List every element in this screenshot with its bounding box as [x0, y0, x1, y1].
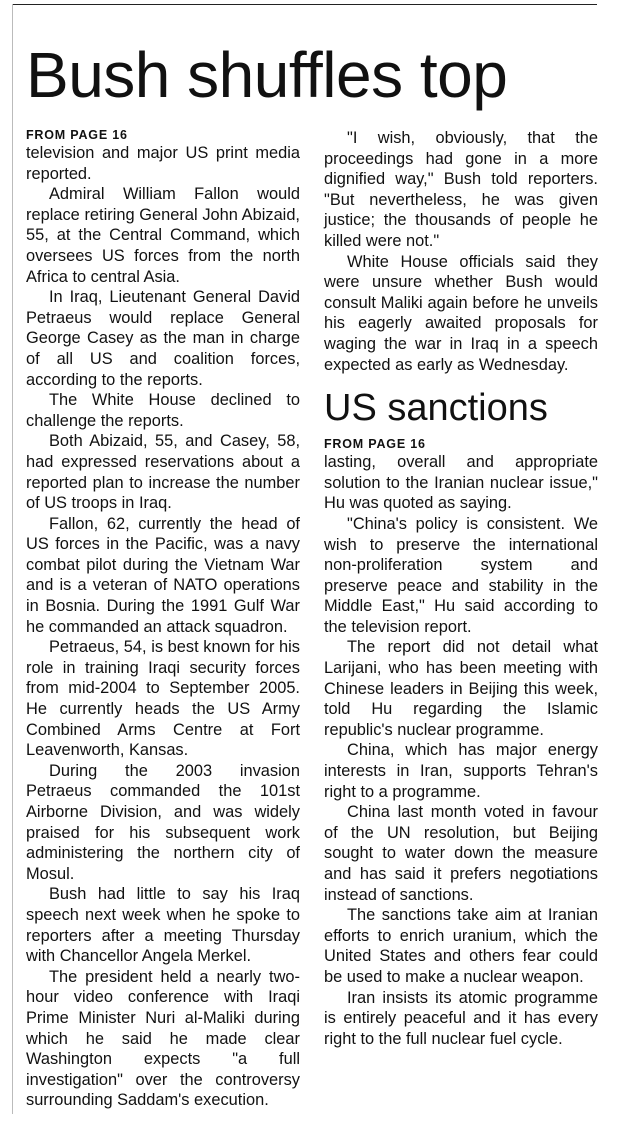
paragraph: Fallon, 62, currently the head of US forces in the Pacific, was a navy combat pilot during the Vietnam War and is a veteran of NATO operations in Bosnia. During the 1991 Gulf War he commanded an attack squadron.: [26, 514, 300, 636]
paragraph: Admiral William Fallon would replace retiring General John Abizaid, 55, at the Central Command, which oversees US forces from the north Africa to central Asia.: [26, 185, 300, 286]
from-page-label: FROM PAGE 16: [26, 128, 128, 142]
paragraph: Iran insists its atomic programme is entirely peaceful and it has every right to the full nuclear fuel cycle.: [324, 988, 598, 1048]
from-page-label: FROM PAGE 16: [324, 437, 426, 452]
paragraph: The White House declined to challenge the reports.: [26, 391, 300, 430]
paragraph: Petraeus, 54, is best known for his role in training Iraqi security forces from mid-2004 to September 2005. He currently heads the US Army Combined Arms Centre at Fort Leavenworth, Kansas.: [26, 638, 300, 760]
paragraph: "I wish, obviously, that the proceedings had gone in a more dignified way," Bush told reporters. "But nevertheless, he was given justice; the thousands of people he killed were not.": [324, 129, 598, 250]
top-rule: [12, 4, 597, 5]
paragraph: During the 2003 invasion Petraeus commanded the 101st Airborne Division, and was widely praised for his subsequent work administering the northern city of Mosul.: [26, 761, 300, 883]
paragraph: White House officials said they were unsure whether Bush would consult Maliki again before he unveils his eagerly awaited proposals for waging the war in Iraq in a speech expected as early as Wednesday.: [324, 252, 598, 374]
paragraph: The president held a nearly two-hour video conference with Iraqi Prime Minister Nuri al-Maliki during which he said he made clear Washington expects "a full investigation" over the controversy surrounding Saddam's execution.: [26, 967, 300, 1110]
paragraph: In Iraq, Lieutenant General David Petraeus would replace General George Casey as the man in charge of all US and coalition forces, according to the reports.: [26, 288, 300, 389]
left-rule: [12, 4, 13, 1114]
headline-bush: Bush shuffles top: [26, 39, 508, 111]
article-column-2: [324, 128, 598, 1049]
paragraph: Both Abizaid, 55, and Casey, 58, had expressed reservations about a reported plan to increase the number of US troops in Iraq.: [26, 432, 300, 513]
paragraph: television and major US print media reported.: [26, 144, 300, 183]
paragraph: "China's policy is consistent. We wish to preserve the international non-proliferation system and preserve peace and stability in the Middle East," Hu said according to the television report.: [324, 514, 598, 636]
paragraph: Bush had little to say his Iraq speech next week when he spoke to reporters after a meeting Thursday with Chancellor Angela Merkel.: [26, 885, 300, 966]
paragraph: China, which has major energy interests in Iran, supports Tehran's right to a programme.: [324, 741, 598, 801]
paragraph: The report did not detail what Larijani, who has been meeting with Chinese leaders in Beijing this week, told Hu regarding the Islamic republic's nuclear programme.: [324, 638, 598, 739]
article-bush-column-1: [26, 128, 300, 1111]
paragraph: lasting, overall and appropriate solution to the Iranian nuclear issue," Hu was quoted as saying.: [324, 453, 598, 513]
paragraph: China last month voted in favour of the UN resolution, but Beijing sought to water down the measure and has said it prefers negotiations instead of sanctions.: [324, 803, 598, 904]
headline-us-sanctions: US sanctions: [324, 387, 548, 430]
paragraph: The sanctions take aim at Iranian efforts to enrich uranium, which the United States and others fear could be used to make a nuclear weapon.: [324, 906, 598, 986]
